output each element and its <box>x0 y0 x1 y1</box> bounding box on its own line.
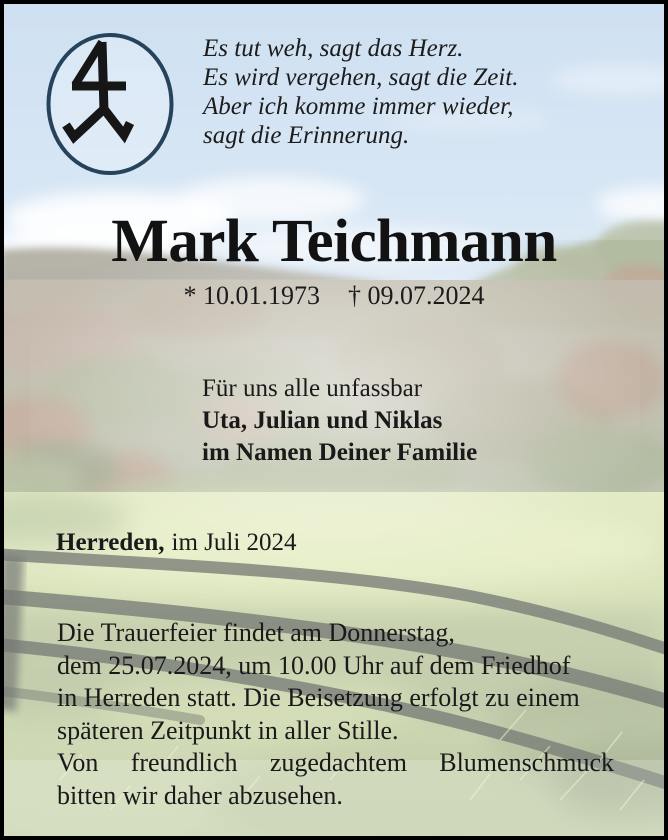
memorial-rune-icon <box>45 32 175 176</box>
month-year: im Juli 2024 <box>171 529 297 556</box>
family-line: im Namen Deiner Familie <box>202 439 478 466</box>
mourners-names: Uta, Julian und Niklas <box>202 407 443 434</box>
place: Herreden, <box>56 529 165 556</box>
word: Von <box>57 748 99 777</box>
poem-line: Es wird vergehen, sagt die Zeit. <box>203 64 519 91</box>
death-date: † 09.07.2024 <box>348 281 485 310</box>
announcement-line: in Herreden statt. Die Beisetzung erfolgt zu einem <box>57 683 580 712</box>
word: Blumenschmuck <box>439 748 614 777</box>
life-dates <box>0 281 668 311</box>
funeral-announcement <box>57 617 614 812</box>
poem-line: Aber ich komme immer wieder, <box>203 93 514 120</box>
poem <box>203 34 518 150</box>
tribute <box>202 373 477 469</box>
tribute-line: Für uns alle unfassbar <box>202 375 423 402</box>
word: zugedachtem <box>269 748 407 777</box>
poem-line: sagt die Erinnerung. <box>203 122 410 149</box>
announcement-line: späteren Zeitpunkt in aller Stille. <box>57 715 399 745</box>
deceased-name: Mark Teichmann <box>111 208 557 275</box>
announcement-line-justified <box>57 747 614 780</box>
place-date-line <box>56 529 297 557</box>
announcement-line: dem 25.07.2024, um 10.00 Uhr auf dem Friedhof <box>57 650 571 680</box>
poem-line: Es tut weh, sagt das Herz. <box>203 35 464 62</box>
word: freundlich <box>130 748 238 777</box>
announcement-line: Die Trauerfeier findet am Donnerstag, <box>57 618 455 647</box>
announcement-closing: bitten wir daher abzusehen. <box>57 780 343 810</box>
birth-date: * 10.01.1973 <box>183 281 320 310</box>
